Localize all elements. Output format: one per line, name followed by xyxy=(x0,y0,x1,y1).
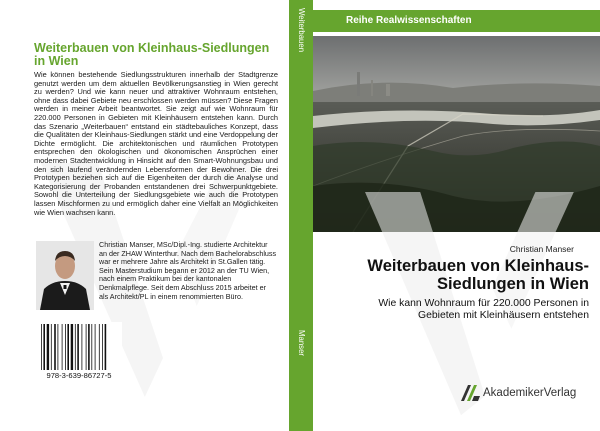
author-bio: Christian Manser, MSc/Dipl.-Ing. studierte Architektur an der ZHAW Winterthur. Nach dem Bachelorabschluss war er mehrere Jahre als Architekt in St.Gallen tätig. Sein Masterstudium begann er 2012 an der TU Wien, nach einem Praktikum bei der kantonalen Denkmalpflege. Seit dem Abschluss 2015 arbeitet er als Architekt/PL in einem renommierten Büro. xyxy=(99,240,277,301)
front-author: Christian Manser xyxy=(509,244,574,254)
series-bar xyxy=(313,10,600,32)
front-title: Weiterbauen von Kleinhaus-Siedlungen in Wien xyxy=(367,257,589,293)
back-title: Weiterbauen von Kleinhaus-Siedlungen in Wien xyxy=(34,41,270,68)
publisher-name xyxy=(483,387,576,400)
publisher-name-part1: Akademiker xyxy=(483,387,544,399)
publisher xyxy=(459,384,589,404)
spine-author: Manser xyxy=(297,330,306,356)
front-subtitle: Wie kann Wohnraum für 220.000 Personen in Gebieten mit Kleinhäusern entstehen xyxy=(378,298,589,321)
publisher-name-part2: Verlag xyxy=(543,387,577,399)
front-cover xyxy=(313,0,600,431)
spine-title: Weiterbauen xyxy=(297,8,306,53)
isbn-number: 978-3-639-86727-5 xyxy=(46,371,112,380)
barcode-icon xyxy=(39,324,119,370)
barcode xyxy=(36,322,122,384)
series-label: Reihe Realwissenschaften xyxy=(346,15,472,26)
author-photo xyxy=(36,241,94,310)
back-cover xyxy=(0,0,289,431)
publisher-logo-icon xyxy=(459,384,481,402)
back-blurb: Wie können bestehende Siedlungsstrukturen innerhalb der Stadtgrenze genutzt werden um dem aktuellen Bevölkerungsanstieg in Wien gerecht zu werden? Und wie kann neuer und attraktiver Wohnraum entstehen, ohne dass dabei Gebiete neu erschlossen werden müssen? Diese Fragen werden in meiner Arbeit beantwortet. Sie zeigt auf wie Wohnraum für 220.000 Personen in Gebieten mit Kleinhäusern entstehen kann. Durch das Szenario „Weiterbauen“ entstand ein städtebauliches Konzept, dass die Qualitäten der Kleinhaus-Siedlungen stärkt und eine Verdoppelung der Dichte ermöglicht. Die architektonischen und räumlichen Prototypen entsprechen den ökologischen und ökonomischen Ansprüchen einer modernen Stadtentwicklung in Hinsicht auf den Smart-Wohnungsbau und den sich laufend verändernden Lebensformen der Bewohner. Die drei Prototypen beziehen sich auf die Eigenheiten der durch die Analyse und Kategorisierung der Probanden entstandenen drei Schwerpunktgebiete. Sowohl die Unterteilung der Siedlungsgebiete wie auch die Prototypen lassen Mischformen zu und ermöglich daher eine Vielfalt an Möglichkeiten wie Wien wachsen kann. xyxy=(34,70,278,217)
spine xyxy=(289,0,313,431)
